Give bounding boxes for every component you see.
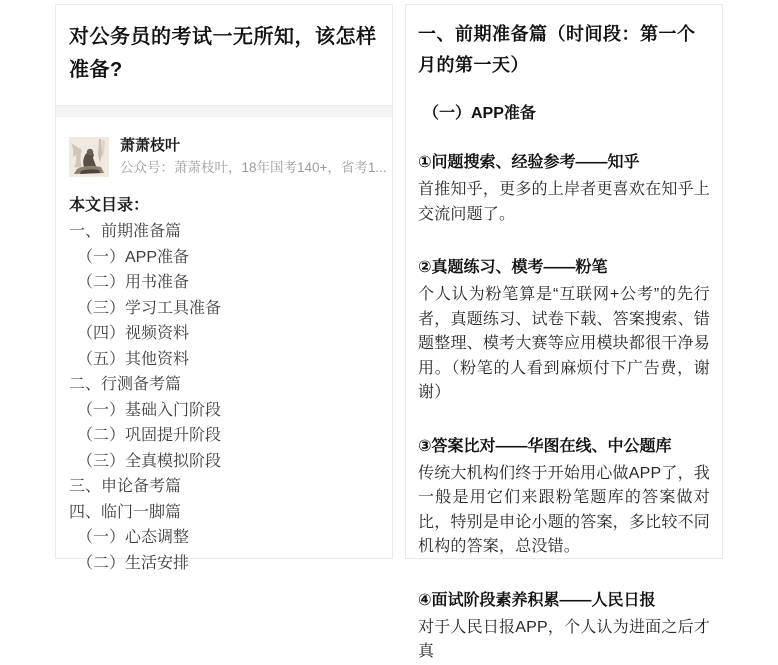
article-subheading: （一）APP准备 <box>423 105 536 122</box>
toc-item: （一）APP准备 <box>77 248 190 266</box>
toc-title: 本文目录： <box>69 197 150 214</box>
question-card <box>55 4 393 572</box>
article-section-zhihu <box>418 151 710 227</box>
toc-item: 一、前期准备篇 <box>69 223 182 240</box>
question-section <box>56 5 392 105</box>
section-header: ④面试阶段素养积累——人民日报 <box>418 591 656 609</box>
toc-item: （三）全真模拟阶段 <box>77 452 222 470</box>
question-title: 对公务员的考试一无所知，该怎样准备? <box>69 26 377 81</box>
section-header: ①问题搜索、经验参考——知乎 <box>418 154 640 171</box>
article-heading: 一、前期准备篇（时间段：第一个月的第一天） <box>418 24 696 75</box>
toc-item: （三）学习工具准备 <box>77 299 222 317</box>
article-section-fenbi <box>418 256 710 406</box>
toc-item: （四）视频资料 <box>77 325 190 342</box>
toc-item: 四、临门一脚篇 <box>69 503 182 521</box>
author-bio: 公众号：萧萧枝叶，18年国考140+，省考1... <box>120 160 387 175</box>
toc-item: 二、行测备考篇 <box>69 376 182 393</box>
toc-item: （一）心态调整 <box>77 529 190 546</box>
toc-item: （二）生活安排 <box>77 554 190 572</box>
article-card <box>405 4 723 660</box>
section-body: 传统大机构们终于开始用心做APP了，我一般是用它们来跟粉笔题库的答案做对比，特别是申论小题的答案，多比较不同机构的答案，总没错。 <box>418 464 710 555</box>
author-meta <box>120 137 387 177</box>
card-divider <box>56 105 392 117</box>
toc-item: 三、申论备考篇 <box>69 478 182 495</box>
author-name[interactable]: 萧萧枝叶 <box>120 137 181 154</box>
ink-painting-avatar <box>69 137 109 177</box>
section-body: 首推知乎，更多的上岸者更喜欢在知乎上交流问题了。 <box>418 181 710 223</box>
toc-item: （一）基础入门阶段 <box>77 401 222 419</box>
section-header: ②真题练习、模考——粉笔 <box>418 259 608 276</box>
toc-item: （二）巩固提升阶段 <box>77 427 222 444</box>
section-body: 对于人民日报APP，个人认为进面之后才真 <box>418 618 710 660</box>
article-section-renmin <box>418 589 710 665</box>
avatar[interactable] <box>69 137 109 177</box>
article-section-huatu <box>418 435 710 560</box>
toc-item: （二）用书准备 <box>77 274 190 291</box>
section-body: 个人认为粉笔算是“互联网+公考”的先行者，真题练习、试卷下载、答案搜索、错题整理、模考大赛等应用模块都很干净易用。（粉笔的人看到麻烦付下广告费，谢谢） <box>418 286 710 401</box>
author-row[interactable] <box>69 137 387 177</box>
toc-list <box>69 219 379 576</box>
answer-section <box>56 117 392 576</box>
section-header: ③答案比对——华图在线、中公题库 <box>418 437 672 455</box>
toc-item: （五）其他资料 <box>77 350 190 368</box>
